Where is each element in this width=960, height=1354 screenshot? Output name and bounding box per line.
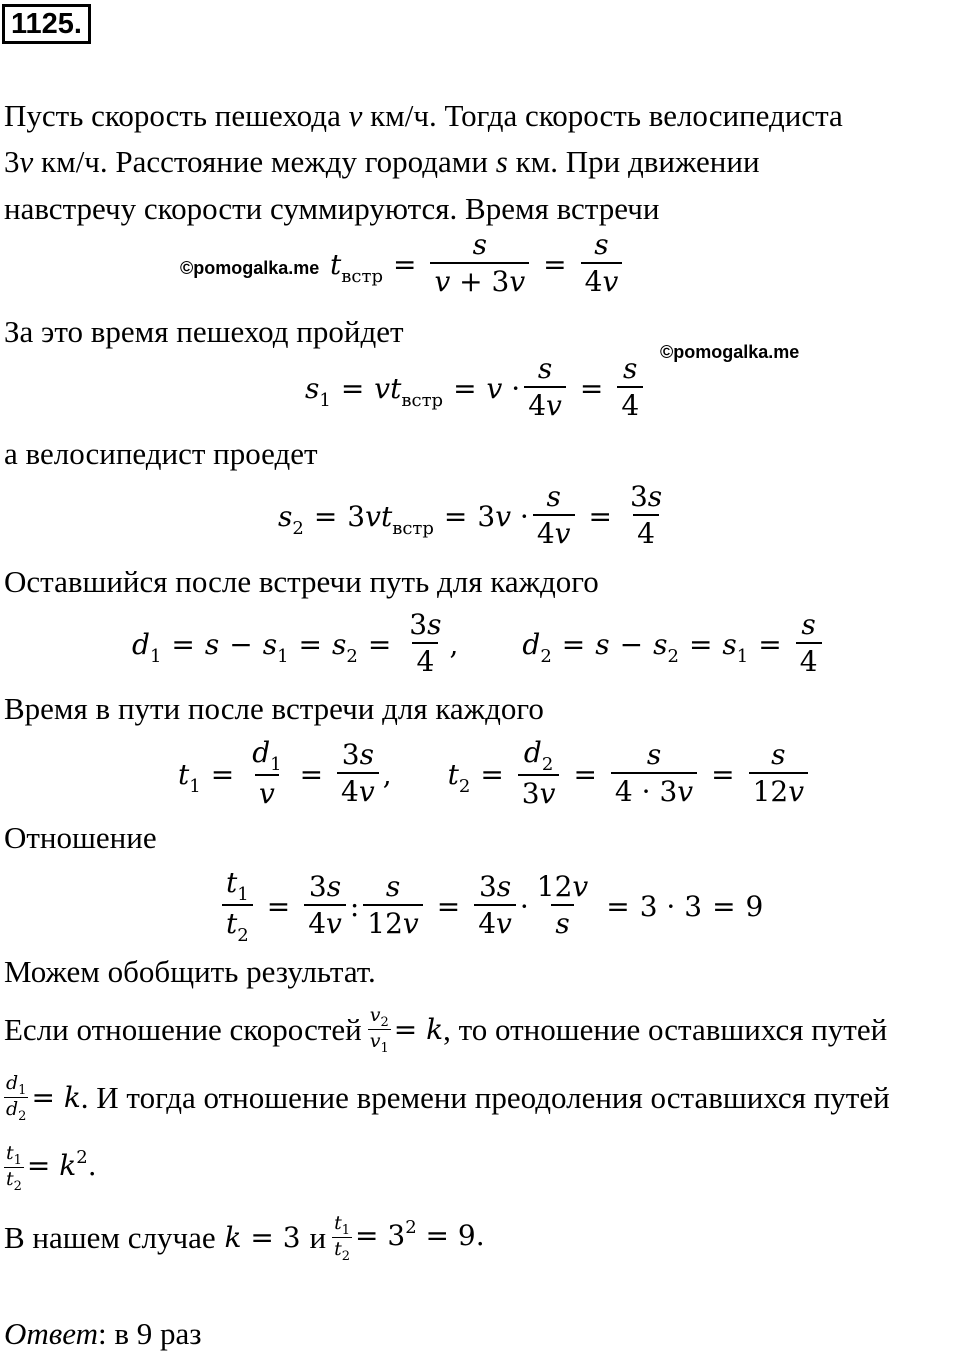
answer-line (4, 1316, 201, 1352)
text-line: навстречу скорости суммируются. Время встречи (4, 191, 660, 226)
text-line: За это время пешеход пройдет (4, 314, 404, 349)
text-fragment: В нашем случае (4, 1219, 216, 1255)
watermark: ©pomogalka.me (180, 258, 320, 278)
text-fragment: Если отношение скоростей (4, 1011, 362, 1047)
text-line: $\frac{t_1}{t_2}$ = $k^2$. (6, 1142, 97, 1194)
text-line: Если отношение скоростей $\frac{v_2}{v_1}$ = k , то отношение оставшихся путей (4, 1004, 888, 1056)
answer-text: : в 9 раз (97, 1316, 202, 1351)
text-line: Пусть скорость пешехода v км/ч. Тогда скорость велосипедиста (4, 98, 843, 133)
formula-t1-t2: $t_1$ = $\frac{d_1}{v}$ = $\frac{3s}{4v}$ , $t_2$ = $\frac{d_2}{3v}$ = $\frac{s}{4 \cdot 3v}$ = $\frac{s}{12v}$ (178, 736, 812, 812)
watermark: ©pomogalka.me (660, 342, 800, 362)
formula-d1-d2: $d_1$ = s − $s_1$ = $s_2$ = $\frac{3s}{4}$ , $d_2$ = s − $s_2$ = $s_1$ = $\frac{s}{4}$ (132, 608, 826, 680)
text-line: Время в пути после встречи для каждого (4, 691, 544, 726)
formula-s1: $s_1$ = $vt_{встр}$ = v · $\frac{s}{4v}$ = $\frac{s}{4}$ (305, 352, 647, 424)
text-line: Можем обобщить результат. (4, 954, 376, 989)
formula-meeting-time: $t_{встр}$ = $\frac{s}{v + 3v}$ = $\frac{s}{4v}$ (330, 228, 626, 300)
text-fragment: и (309, 1219, 327, 1255)
text-line: Оставшийся после встречи путь для каждого (4, 564, 599, 599)
text-line: В нашем случае k = 3 и $\frac{t_1}{t_2}$ = $3^2 = 9$. (4, 1212, 485, 1264)
text-fragment: . И тогда отношение времени преодоления оставшихся путей (80, 1079, 890, 1115)
text-line: $\frac{d_1}{d_2}$ = k . И тогда отношение времени преодоления оставшихся путей (6, 1072, 890, 1124)
text-line: а велосипедист проедет (4, 436, 318, 471)
text-fragment: , то отношение оставшихся путей (443, 1011, 888, 1047)
answer-label: Ответ (4, 1316, 98, 1351)
text-line: Отношение (4, 820, 157, 855)
formula-s2: $s_2$ = $3vt_{встр}$ = 3v · $\frac{s}{4v}$ = $\frac{3s}{4}$ (278, 480, 663, 550)
text-line: 3v км/ч. Расстояние между городами s км. При движении (4, 144, 760, 179)
formula-ratio: $\frac{t_1}{t_2}$ = $\frac{3s}{4v}$ : $\frac{s}{12v}$ = $\frac{3s}{4v}$ · $\frac{12v}{s}$ = 3 · 3 = 9 (218, 866, 763, 946)
problem-number: 1125. (2, 4, 91, 44)
